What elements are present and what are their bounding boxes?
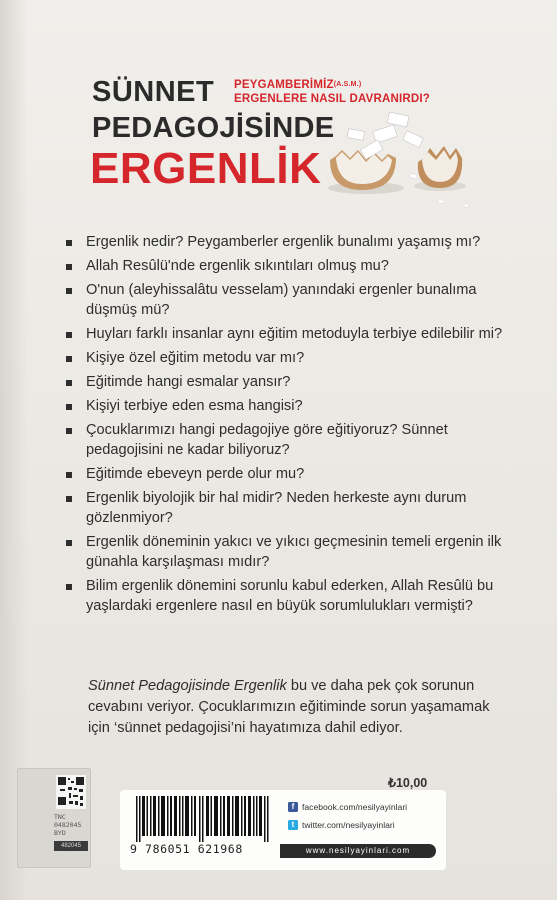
list-item bbox=[66, 464, 516, 484]
bullet-icon bbox=[66, 380, 72, 386]
qr-code bbox=[56, 775, 86, 809]
website-link[interactable]: www.nesilyayinlari.com bbox=[280, 844, 436, 858]
question-text: Huyları farklı insanlar aynı eğitim metoduyla terbiye edilebilir mi? bbox=[86, 326, 503, 342]
list-item bbox=[66, 396, 516, 416]
question-text: Kişiyi terbiye eden esma hangisi? bbox=[86, 398, 303, 414]
sticker-line-3: BYD bbox=[54, 829, 66, 837]
tagline-line-1 bbox=[234, 79, 361, 91]
question-text: Çocuklarımızı hangi pedagojiye göre eğitiyoruz? Sünnet pedagojisini ne kadar biliyoruz? bbox=[86, 422, 448, 458]
bullet-icon bbox=[66, 356, 72, 362]
twitter-icon: t bbox=[288, 820, 298, 830]
facebook-icon: f bbox=[288, 802, 298, 812]
list-item bbox=[66, 576, 516, 616]
bullet-icon bbox=[66, 496, 72, 502]
bullet-icon bbox=[66, 332, 72, 338]
twitter-link[interactable] bbox=[288, 820, 395, 830]
list-item bbox=[66, 256, 516, 276]
title-line-1: SÜNNET bbox=[92, 76, 215, 108]
summary-paragraph bbox=[88, 676, 508, 739]
question-text: Ergenlik nedir? Peygamberler ergenlik bunalımı yaşamış mı? bbox=[86, 234, 481, 250]
tagline-text: PEYGAMBERİMİZ bbox=[234, 79, 334, 91]
sticker-line-2: 0482045 bbox=[54, 821, 82, 829]
twitter-url: twitter.com/nesilyayinlari bbox=[302, 820, 395, 830]
question-text: Allah Resûlü'nde ergenlik sıkıntıları olmuş mu? bbox=[86, 258, 389, 274]
question-text: Ergenlik biyolojik bir hal midir? Neden herkeste aynı durum gözlenmiyor? bbox=[86, 490, 467, 526]
question-text: Kişiye özel eğitim metodu var mı? bbox=[86, 350, 305, 366]
bullet-icon bbox=[66, 264, 72, 270]
facebook-link[interactable] bbox=[288, 802, 407, 812]
question-text: Ergenlik döneminin yakıcı ve yıkıcı geçmesinin temeli ergenin ilk günahla karşılaşması mıdır? bbox=[86, 534, 502, 570]
summary-book-title: Sünnet Pedagojisinde Ergenlik bbox=[88, 678, 287, 694]
barcode bbox=[130, 796, 280, 842]
title-line-3: ERGENLİK bbox=[90, 144, 322, 193]
list-item bbox=[66, 324, 516, 344]
facebook-url: facebook.com/nesilyayinlari bbox=[302, 802, 408, 812]
isbn-number: 9 786051 621968 bbox=[130, 842, 243, 856]
list-item bbox=[66, 348, 516, 368]
bullet-icon bbox=[66, 584, 72, 590]
summary-text: bu ve daha pek çok sorunun cevabını veriyor. Çocuklarımızın eğitiminde sorun yaşamamak için ‘sünnet pedagojisi’ni hayatımıza dahil ediyor. bbox=[88, 678, 490, 736]
price-label: ₺10,00 bbox=[388, 776, 428, 790]
sticker-text bbox=[54, 813, 90, 837]
question-list bbox=[66, 232, 516, 620]
barcode-panel bbox=[120, 790, 446, 870]
list-item bbox=[66, 420, 516, 460]
sticker-line-1: TNC bbox=[54, 813, 66, 821]
library-sticker bbox=[17, 768, 91, 868]
list-item bbox=[66, 280, 516, 320]
question-text: Bilim ergenlik dönemini sorunlu kabul ederken, Allah Resûlü bu yaşlardaki ergenlere nasıl en büyük sorumlulukları vermişti? bbox=[86, 578, 494, 614]
bullet-icon bbox=[66, 404, 72, 410]
list-item bbox=[66, 372, 516, 392]
bullet-icon bbox=[66, 540, 72, 546]
question-text: Eğitimde hangi esmalar yansır? bbox=[86, 374, 291, 390]
bullet-icon bbox=[66, 428, 72, 434]
bullet-icon bbox=[66, 472, 72, 478]
tagline-asm: (A.S.M.) bbox=[333, 81, 362, 88]
list-item bbox=[66, 232, 516, 252]
sticker-strip: 482045 BYD bbox=[54, 841, 88, 851]
tagline-line-2: ERGENLERE NASIL DAVRANIRDI? bbox=[234, 93, 431, 105]
title-line-2: PEDAGOJİSİNDE bbox=[92, 112, 335, 144]
question-text: O'nun (aleyhissalâtu vesselam) yanındaki ergenler bunalıma düşmüş mü? bbox=[86, 282, 477, 318]
bullet-icon bbox=[66, 288, 72, 294]
question-text: Eğitimde ebeveyn perde olur mu? bbox=[86, 466, 305, 482]
bullet-icon bbox=[66, 240, 72, 246]
egg-illustration bbox=[318, 100, 478, 210]
list-item bbox=[66, 532, 516, 572]
list-item bbox=[66, 488, 516, 528]
